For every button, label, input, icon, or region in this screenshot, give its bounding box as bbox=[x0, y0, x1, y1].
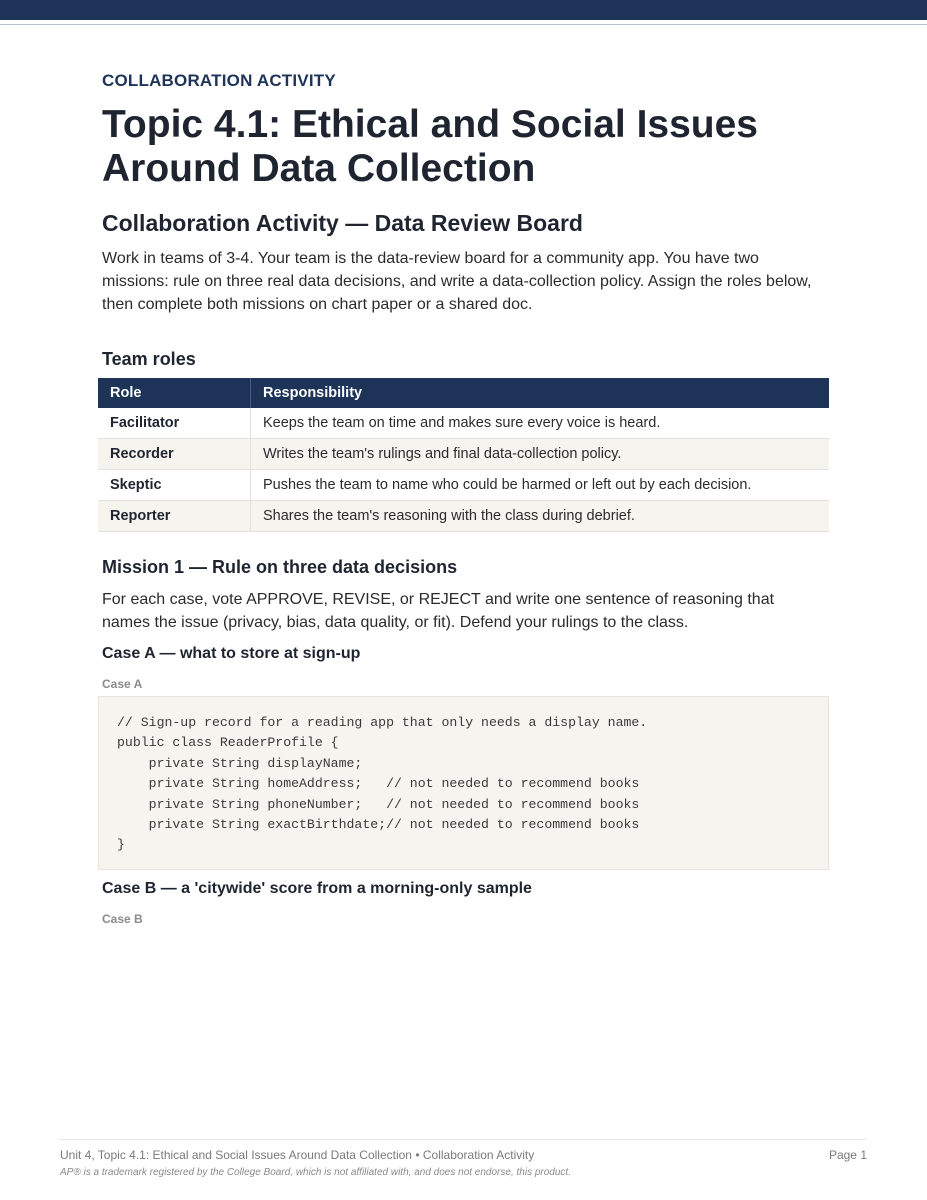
header-rule bbox=[0, 24, 927, 25]
role-cell: Skeptic bbox=[98, 470, 251, 501]
trademark-note: AP® is a trademark registered by the College Board, which is not affiliated with, and does not endorse, this product. bbox=[60, 1167, 571, 1178]
role-cell: Recorder bbox=[98, 439, 251, 470]
section-title: Collaboration Activity — Data Review Board bbox=[102, 210, 583, 236]
table-header-row bbox=[98, 378, 829, 408]
case-a-code: // Sign-up record for a reading app that only needs a display name. public class ReaderProfile { private String displayName; private String homeAddress; // not needed to recommend books private String phoneNumber; // not needed to recommend books private String exactBirthdate;// not needed to recommend books } bbox=[117, 715, 648, 853]
case-a-heading: Case A — what to store at sign-up bbox=[102, 645, 361, 662]
column-header-responsibility: Responsibility bbox=[251, 378, 830, 408]
role-cell: Facilitator bbox=[98, 408, 251, 439]
responsibility-cell: Writes the team's rulings and final data-collection policy. bbox=[251, 439, 830, 470]
table-row bbox=[98, 439, 829, 470]
footer-running-title: Unit 4, Topic 4.1: Ethical and Social Issues Around Data Collection • Collaboration Activity bbox=[60, 1148, 535, 1162]
page-number: Page 1 bbox=[828, 1148, 867, 1162]
responsibility-cell: Pushes the team to name who could be harmed or left out by each decision. bbox=[251, 470, 830, 501]
table-row bbox=[98, 501, 829, 532]
footer-rule bbox=[60, 1139, 867, 1140]
mission-1-heading: Mission 1 — Rule on three data decisions bbox=[102, 557, 458, 577]
page-title: Topic 4.1: Ethical and Social Issues Around Data Collection bbox=[102, 103, 758, 190]
mission-1-instructions: For each case, vote APPROVE, REVISE, or REJECT and write one sentence of reasoning that names the issue (privacy, bias, data quality, or fit). Defend your rulings to the class. bbox=[102, 591, 775, 631]
table-row bbox=[98, 470, 829, 501]
responsibility-cell: Shares the team's reasoning with the class during debrief. bbox=[251, 501, 830, 532]
case-a-code-block bbox=[98, 696, 829, 870]
case-b-caption: Case B bbox=[102, 912, 143, 926]
column-header-role: Role bbox=[98, 378, 251, 408]
header-band bbox=[0, 0, 927, 20]
team-roles-heading: Team roles bbox=[102, 349, 196, 369]
responsibility-cell: Keeps the team on time and makes sure every voice is heard. bbox=[251, 408, 830, 439]
table-row bbox=[98, 408, 829, 439]
case-a-caption: Case A bbox=[102, 677, 143, 691]
eyebrow-label: COLLABORATION ACTIVITY bbox=[102, 71, 336, 90]
roles-table bbox=[98, 378, 829, 532]
role-cell: Reporter bbox=[98, 501, 251, 532]
intro-paragraph: Work in teams of 3-4. Your team is the data-review board for a community app. You have two missions: rule on three real data decisions, and write a data-collection policy. Assign the roles below, then complete both missions on chart paper or a shared doc. bbox=[102, 250, 812, 313]
case-b-heading: Case B — a 'citywide' score from a morning-only sample bbox=[102, 880, 532, 897]
